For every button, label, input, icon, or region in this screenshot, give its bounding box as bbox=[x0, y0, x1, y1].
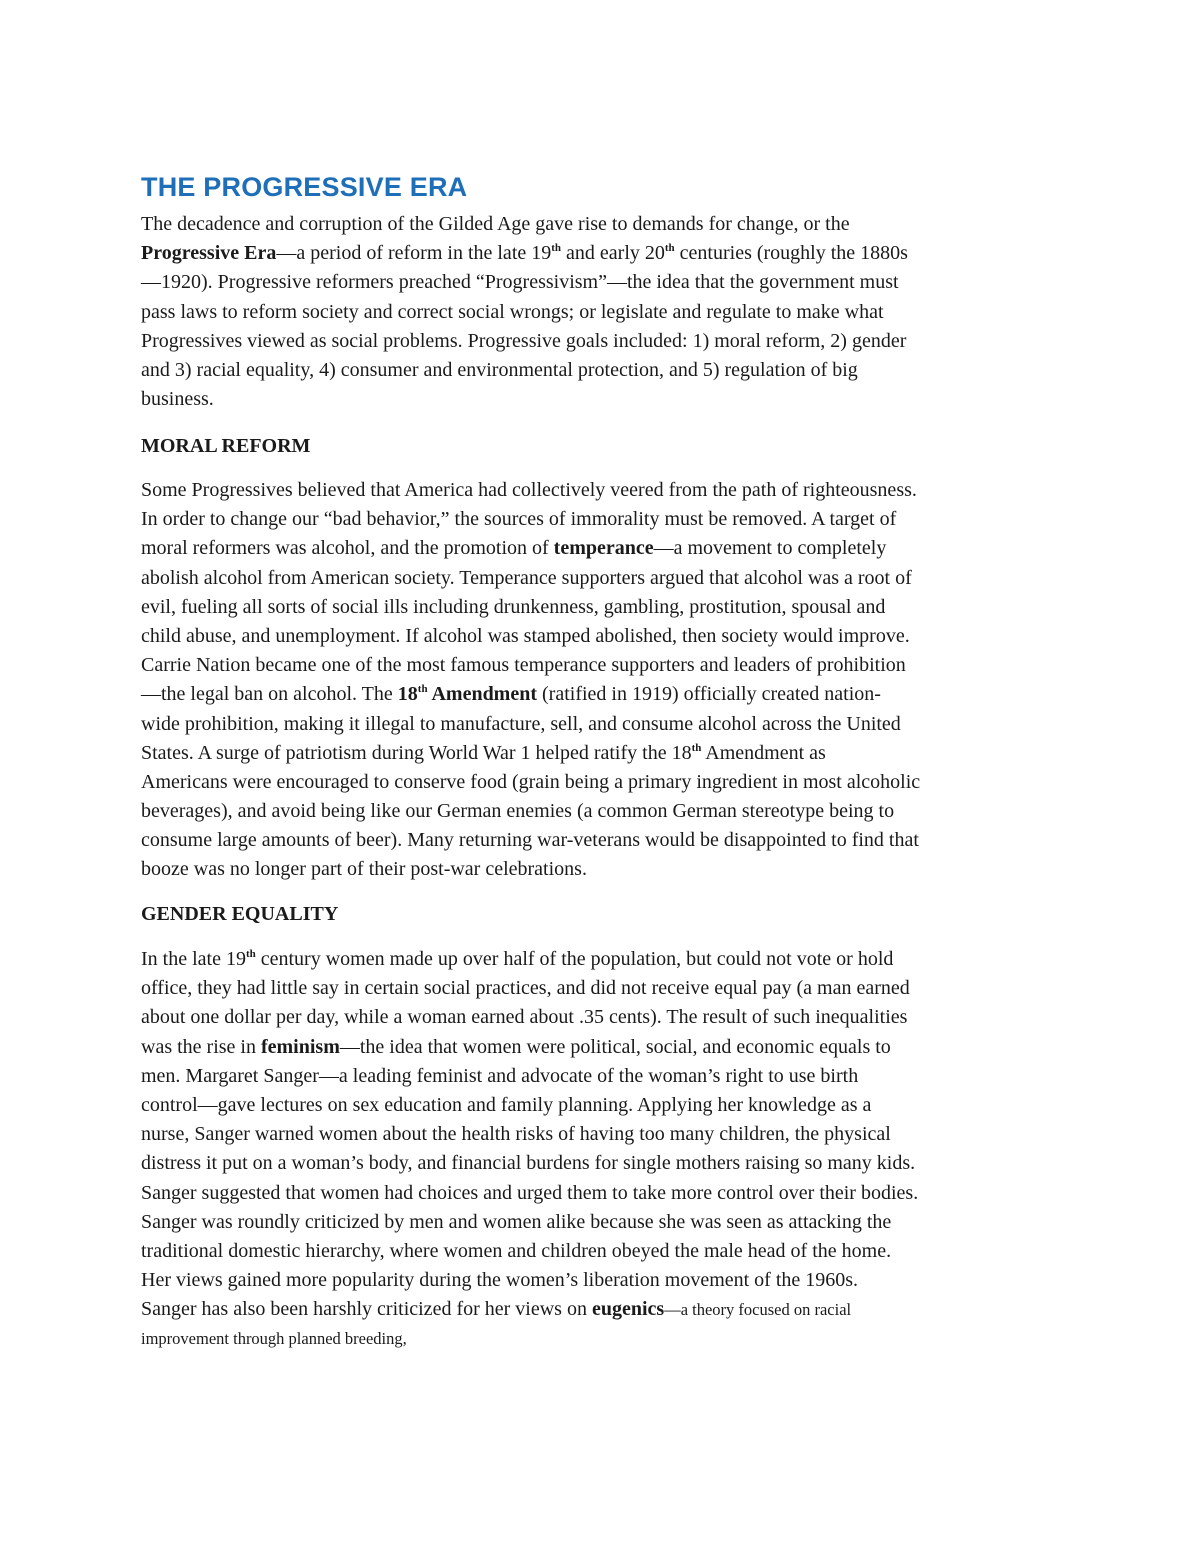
key-term-progressive-era: Progressive Era bbox=[141, 242, 277, 265]
text-line: States. A surge of patriotism during World War 1 helped ratify the 18th Amendment as bbox=[141, 741, 826, 764]
text-line: The decadence and corruption of the Gilded Age gave rise to demands for change, or the bbox=[141, 213, 850, 235]
text-line: beverages), and avoid being like our German enemies (a common German stereotype being to bbox=[141, 800, 895, 823]
text-line: men. Margaret Sanger—a leading feminist and advocate of the woman’s right to use birth bbox=[141, 1064, 859, 1087]
page-title: THE PROGRESSIVE ERA bbox=[141, 172, 468, 202]
text-line: booze was no longer part of their post-war celebrations. bbox=[141, 858, 587, 881]
text-line: traditional domestic hierarchy, where women and children obeyed the male head of the home. bbox=[141, 1239, 892, 1262]
text-line: moral reformers was alcohol, and the promotion of temperance—a movement to completely bbox=[141, 537, 887, 560]
text-line: was the rise in feminism—the idea that women were political, social, and economic equals to bbox=[141, 1035, 891, 1058]
text-line: Some Progressives believed that America had collectively veered from the path of righteousness. bbox=[141, 479, 917, 501]
text-line: abolish alcohol from American society. Temperance supporters argued that alcohol was a root of bbox=[141, 566, 912, 589]
text-line: In the late 19th century women made up over half of the population, but could not vote or hold bbox=[141, 948, 894, 970]
text-line: Her views gained more popularity during the women’s liberation movement of the 1960s. bbox=[141, 1269, 859, 1292]
text-line: Progressives viewed as social problems. Progressive goals included: 1) moral reform, 2) gender bbox=[141, 329, 907, 352]
text-line: Sanger has also been harshly criticized for her views on eugenics—a theory focused on racial bbox=[141, 1298, 852, 1321]
text-line: In order to change our “bad behavior,” the sources of immorality must be removed. A target of bbox=[141, 508, 897, 531]
text-line: child abuse, and unemployment. If alcohol was stamped abolished, then society would improve. bbox=[141, 624, 910, 647]
text-line: improvement through planned breeding, bbox=[141, 1329, 407, 1349]
gender-equality-paragraph bbox=[141, 945, 1071, 1354]
text-line: about one dollar per day, while a woman earned about .35 cents). The result of such inequalities bbox=[141, 1006, 908, 1029]
text-line: consume large amounts of beer). Many returning war-veterans would be disappointed to find that bbox=[141, 829, 919, 852]
text-line: office, they had little say in certain social practices, and did not receive equal pay (a man earned bbox=[141, 977, 910, 1000]
key-term-temperance: temperance bbox=[553, 537, 654, 560]
key-term-feminism: feminism bbox=[260, 1035, 340, 1058]
text-line: evil, fueling all sorts of social ills including drunkenness, gambling, prostitution, spousal and bbox=[141, 595, 886, 618]
text-line: Sanger suggested that women had choices and urged them to take more control over their bodies. bbox=[141, 1181, 919, 1204]
text-line: wide prohibition, making it illegal to manufacture, sell, and consume alcohol across the United bbox=[141, 712, 901, 735]
text-line: distress it put on a woman’s body, and financial burdens for single mothers raising so many kids. bbox=[141, 1152, 916, 1175]
text-line: and 3) racial equality, 4) consumer and environmental protection, and 5) regulation of big bbox=[141, 358, 858, 381]
text-line: pass laws to reform society and correct social wrongs; or legislate and regulate to make what bbox=[141, 300, 884, 323]
text-line: —the legal ban on alcohol. The 18th Amendment (ratified in 1919) officially created nation- bbox=[141, 683, 881, 706]
text-line: —1920). Progressive reformers preached “Progressivism”—the idea that the government must bbox=[141, 271, 899, 294]
text-line: Progressive Era—a period of reform in the late 19th and early 20th centuries (roughly the 1880s bbox=[141, 242, 908, 265]
section-heading-moral-reform: MORAL REFORM bbox=[141, 435, 311, 457]
text-line: nurse, Sanger warned women about the health risks of having too many children, the physical bbox=[141, 1123, 891, 1146]
section-heading-gender-equality: GENDER EQUALITY bbox=[141, 903, 339, 925]
text-line: business. bbox=[141, 388, 214, 411]
key-term-18th-amendment: 18th Amendment bbox=[397, 683, 538, 706]
intro-paragraph bbox=[141, 210, 1071, 414]
key-term-eugenics: eugenics bbox=[591, 1298, 665, 1321]
text-line: Americans were encouraged to conserve food (grain being a primary ingredient in most alcoholic bbox=[141, 770, 921, 793]
text-line: Sanger was roundly criticized by men and women alike because she was seen as attacking the bbox=[141, 1210, 892, 1233]
text-line: control—gave lectures on sex education and family planning. Applying her knowledge as a bbox=[141, 1093, 872, 1116]
moral-reform-paragraph bbox=[141, 476, 1071, 885]
text-line: Carrie Nation became one of the most famous temperance supporters and leaders of prohibition bbox=[141, 654, 906, 677]
